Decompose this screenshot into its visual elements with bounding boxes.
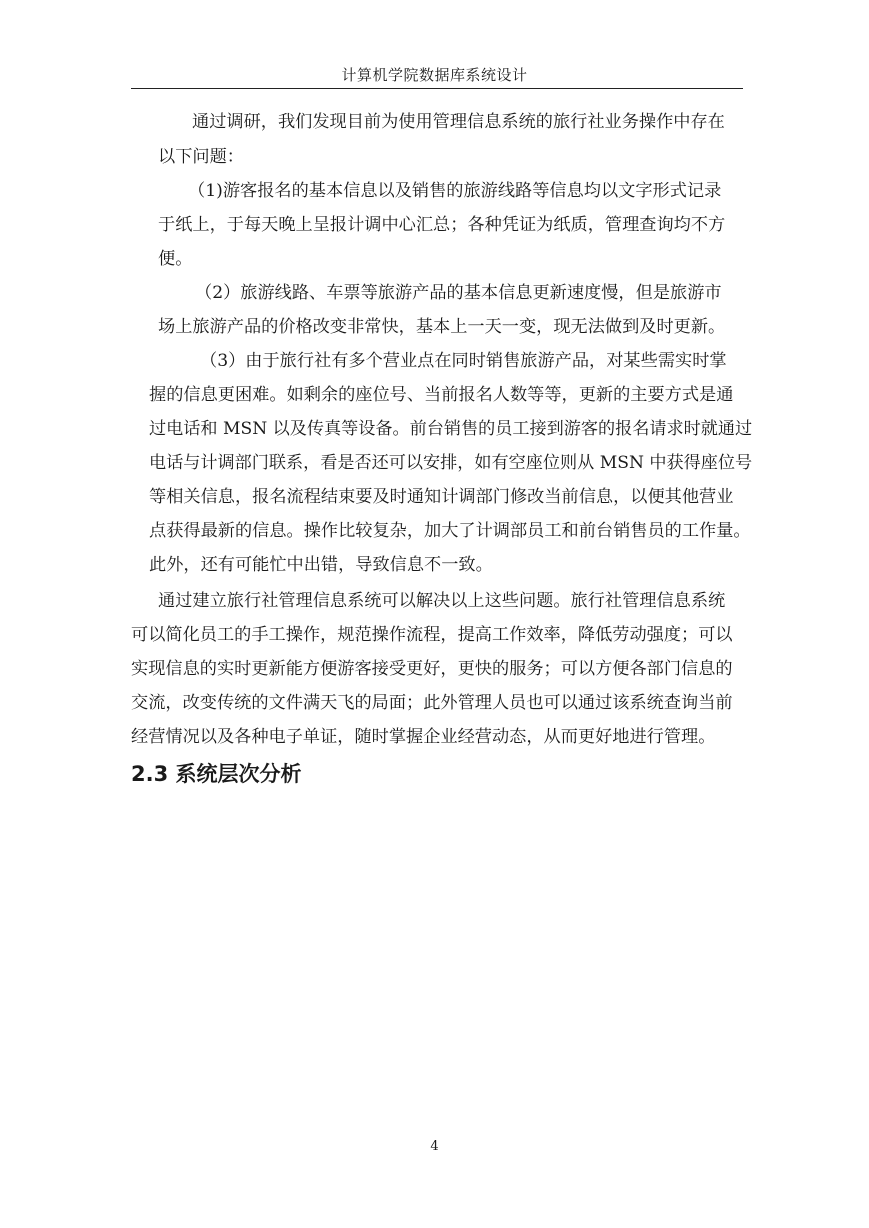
paragraph-line: 便。: [158, 249, 193, 269]
paragraph-line: 经营情况以及各种电子单证，随时掌握企业经营动态，从而更好地进行管理。: [131, 727, 716, 747]
paragraph-line: 握的信息更困难。如剩余的座位号、当前报名人数等等，更新的主要方式是通: [149, 385, 734, 405]
paragraph-line: （1)游客报名的基本信息以及销售的旅游线路等信息均以文字形式记录: [188, 181, 722, 201]
paragraph-line: 通过建立旅行社管理信息系统可以解决以上这些问题。旅行社管理信息系统: [158, 591, 726, 611]
section-heading: 2.3 系统层次分析: [131, 762, 302, 786]
paragraph-line: 等相关信息，报名流程结束要及时通知计调部门修改当前信息，以便其他营业: [149, 487, 734, 507]
paragraph-line: 此外，还有可能忙中出错，导致信息不一致。: [149, 555, 493, 575]
paragraph-line: （3）由于旅行社有多个营业点在同时销售旅游产品，对某些需实时掌: [200, 351, 727, 371]
paragraph-line: 实现信息的实时更新能方便游客接受更好，更快的服务；可以方便各部门信息的: [131, 659, 733, 679]
paragraph-line: 以下问题：: [158, 147, 244, 167]
page-number: 4: [430, 1139, 439, 1154]
running-header: 计算机学院数据库系统设计: [341, 66, 528, 84]
paragraph-line: 点获得最新的信息。操作比较复杂，加大了计调部员工和前台销售员的工作量。: [149, 521, 751, 541]
paragraph-line: 场上旅游产品的价格改变非常快，基本上一天一变，现无法做到及时更新。: [158, 317, 726, 337]
paragraph-line: 交流，改变传统的文件满天飞的局面；此外管理人员也可以通过该系统查询当前: [131, 693, 733, 713]
header-rule: [131, 88, 743, 89]
paragraph-line: 于纸上，于每天晚上呈报计调中心汇总；各种凭证为纸质，管理查询均不方: [158, 215, 726, 235]
paragraph-line: 通过调研，我们发现目前为使用管理信息系统的旅行社业务操作中存在: [192, 112, 725, 132]
paragraph-line: （2）旅游线路、车票等旅游产品的基本信息更新速度慢，但是旅游市: [195, 283, 722, 303]
paragraph-line: 电话与计调部门联系，看是否还可以安排，如有空座位则从 MSN 中获得座位号: [149, 453, 753, 473]
paragraph-line: 可以简化员工的手工操作，规范操作流程，提高工作效率，降低劳动强度；可以: [131, 625, 733, 645]
paragraph-line: 过电话和 MSN 以及传真等设备。前台销售的员工接到游客的报名请求时就通过: [149, 419, 753, 439]
